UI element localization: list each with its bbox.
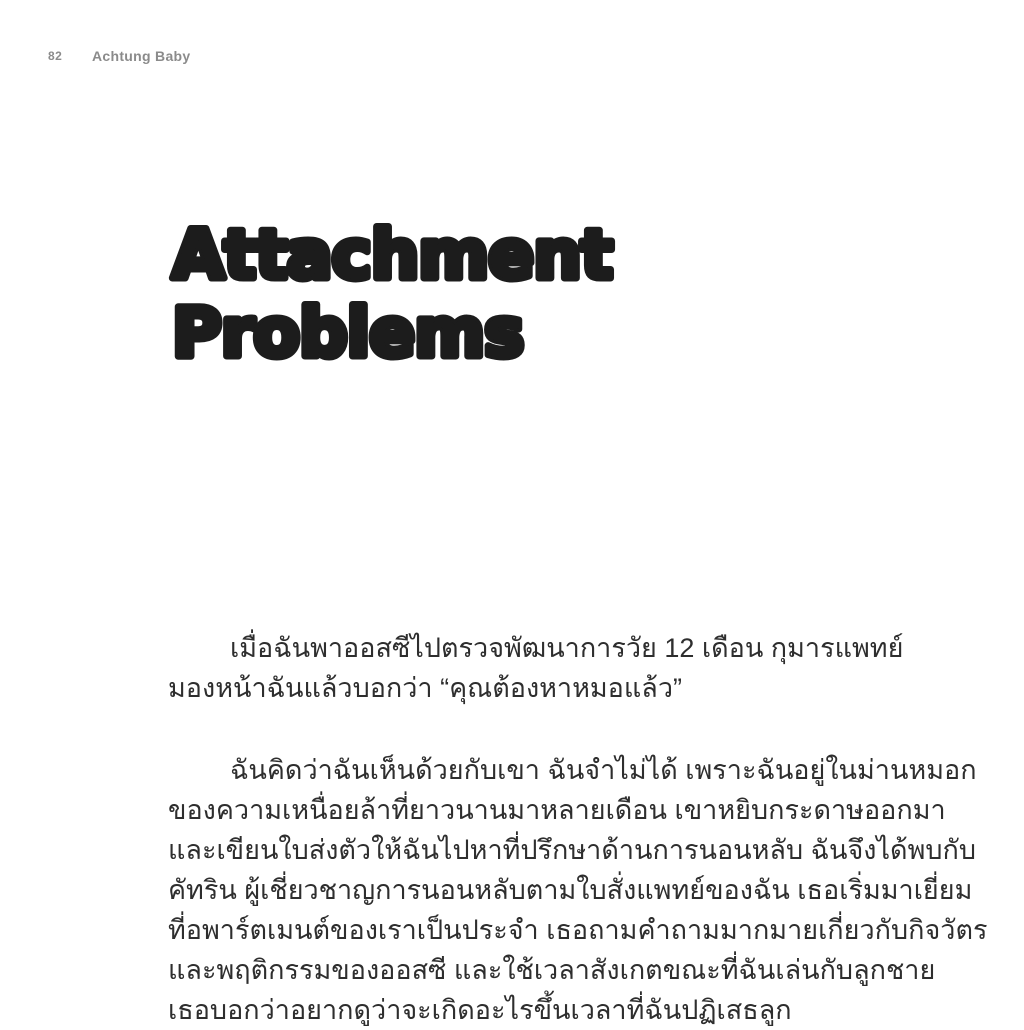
page-number: 82	[48, 49, 63, 63]
text-line: เมื่อฉันพาออสซีไปตรวจพัฒนาการวัย 12 เดือน กุมารแพทย์	[230, 633, 904, 663]
text-line: เธอบอกว่าอยากดูว่าจะเกิดอะไรขึ้นเวลาที่ฉันปฏิเสธลูก	[168, 995, 792, 1025]
body-text	[168, 628, 988, 1030]
chapter-title-line-1: Attachment	[172, 216, 613, 295]
text-line: ที่อพาร์ตเมนต์ของเราเป็นประจำ เธอถามคำถามมากมายเกี่ยวกับกิจวัตร	[168, 915, 988, 945]
chapter-title	[168, 214, 768, 394]
text-line: ฉันคิดว่าฉันเห็นด้วยกับเขา ฉันจำไม่ได้ เพราะฉันอยู่ในม่านหมอก	[230, 755, 977, 785]
text-line: และพฤติกรรมของออสซี และใช้เวลาสังเกตขณะที่ฉันเล่นกับลูกชาย	[168, 955, 936, 985]
running-header: Achtung Baby	[92, 48, 191, 64]
text-line: ของความเหนื่อยล้าที่ยาวนานมาหลายเดือน เขาหยิบกระดาษออกมา	[168, 795, 946, 825]
text-line: มองหน้าฉันแล้วบอกว่า “คุณต้องหาหมอแล้ว”	[168, 673, 683, 703]
chapter-title-line-2: Problems	[172, 294, 524, 373]
paragraph-1	[168, 628, 904, 708]
text-line: และเขียนใบส่งตัวให้ฉันไปหาที่ปรึกษาด้านการนอนหลับ ฉันจึงได้พบกับ	[168, 835, 977, 865]
text-line: คัทริน ผู้เชี่ยวชาญการนอนหลับตามใบสั่งแพทย์ของฉัน เธอเริ่มมาเยี่ยม	[168, 875, 973, 905]
paragraph-2	[168, 750, 988, 1030]
